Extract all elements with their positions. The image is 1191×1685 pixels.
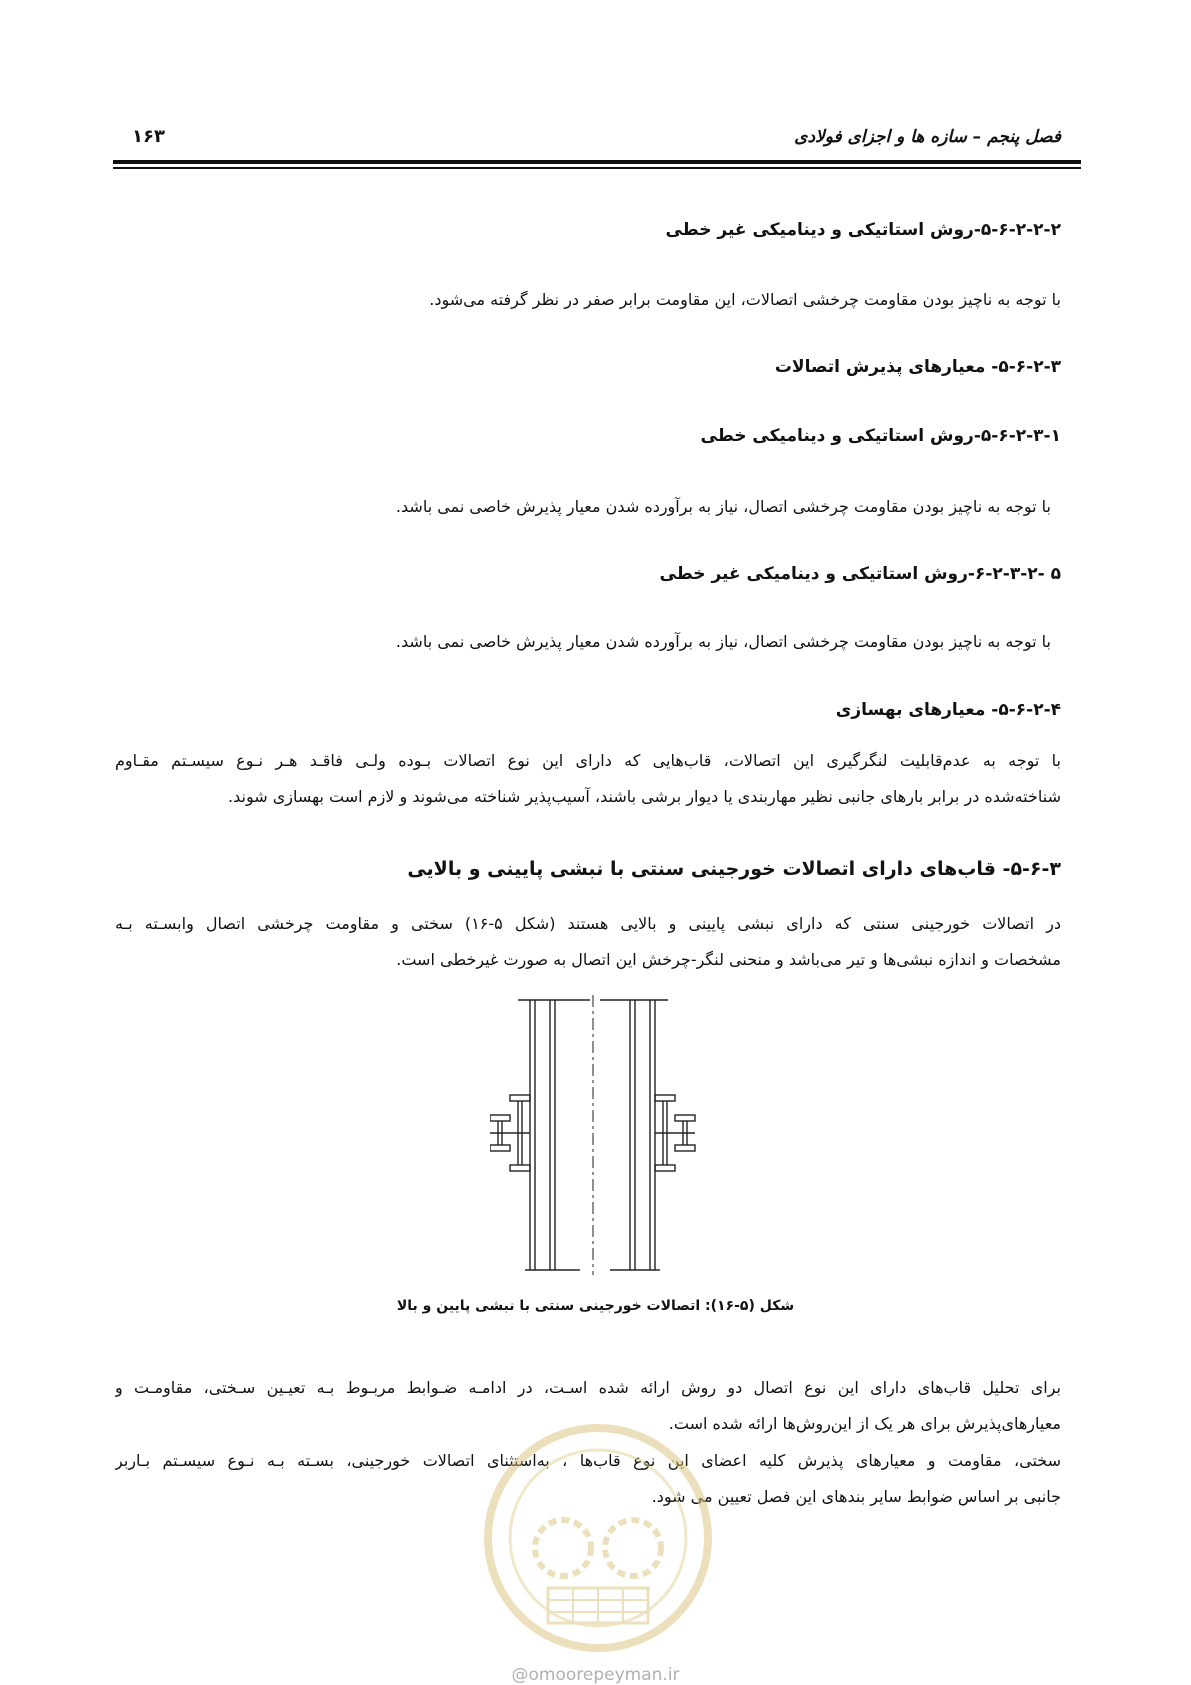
paragraph-line: مشخصات و اندازه نبشی‌ها و تیر می‌باشد و منحنی لنگر-چرخش این اتصال به صورت غیرخطی است. <box>396 950 1061 969</box>
section-heading-retrofit: ۵-۶-۲-۴- معیارهای بهسازی <box>835 700 1061 720</box>
chapter-title: فصل پنجم – سازه ها و اجزای فولادی <box>794 127 1061 147</box>
header-rule-thin <box>113 167 1081 169</box>
section-heading-nonlinear-2: ۵ -۶-۲-۳-۲-روش استاتیکی و دینامیکی غیر خطی <box>659 564 1061 584</box>
section-heading-nonlinear-1: ۵-۶-۲-۲-۲-روش استاتیکی و دینامیکی غیر خطی <box>665 220 1061 240</box>
section-text-linear: با توجه به ناچیز بودن مقاومت چرخشی اتصال، نیاز به برآورده شدن معیار پذیرش خاصی نمی باشد. <box>395 497 1051 516</box>
page-number: ۱۶۳ <box>132 126 165 147</box>
paragraph-line: برای تحلیل قاب‌های دارای این نوع اتصال دو روش ارائه شده اسـت، در ادامـه ضـوابط مربـوط بـه تعیـین سـختی، مقاومـت و <box>115 1378 1061 1397</box>
watermark-site: @omoorepeyman.ir <box>511 1665 680 1685</box>
figure-caption: شکل (۵-۱۶): اتصالات خورجینی سنتی با نبشی پایین و بالا <box>396 1298 795 1314</box>
section-heading-khorjini: ۵-۶-۳- قاب‌های دارای اتصالات خورجینی سنتی با نبشی پایینی و بالایی <box>407 858 1061 880</box>
section-text-1: با توجه به ناچیز بودن مقاومت چرخشی اتصالات، این مقاومت برابر صفر در نظر گرفته می‌شود. <box>429 290 1061 309</box>
paragraph-line: شناخته‌شده در برابر بارهای جانبی نظیر مهاربندی یا دیوار برشی باشند، آسیب‌پذیر شناخته می‌شوند و لازم است بهسازی شوند. <box>228 787 1061 806</box>
paragraph-line: معیارهای‌پذیرش برای هر یک از این‌روش‌ها ارائه شده است. <box>668 1414 1061 1433</box>
section-paragraph-khorjini <box>115 906 1061 978</box>
khorjini-connection-figure <box>490 995 700 1275</box>
paragraph-line: سختی، مقاومت و معیارهای پذیرش کلیه اعضای این نوع قاب‌ها ، به‌استثنای اتصالات خورجینی، بسـته بـه نـوع سیسـتم بـاربر <box>115 1451 1061 1470</box>
section-text-nonlinear-2: با توجه به ناچیز بودن مقاومت چرخشی اتصال، نیاز به برآورده شدن معیار پذیرش خاصی نمی باشد. <box>395 632 1051 651</box>
section-paragraph-retrofit <box>115 743 1061 815</box>
paragraph-line: در اتصالات خورجینی سنتی که دارای نبشی پایینی و بالایی هستند (شکل ۵-۱۶) سختی و مقاومت چرخشی اتصال وابسـته بـه <box>115 914 1061 933</box>
section-heading-acceptance: ۵-۶-۲-۳- معیارهای پذیرش اتصالات <box>774 357 1061 377</box>
paragraph-line: با توجه به عدم‌قابلیت لنگرگیری این اتصالات، قاب‌هایی که دارای این نوع اتصالات بـوده ولـی فاقـد هـر نـوع سیسـتم مقـاوم <box>115 751 1061 770</box>
watermark-seal <box>478 1418 718 1658</box>
header-rule-thick <box>113 160 1081 164</box>
paragraph-line: جانبی بر اساس ضوابط سایر بندهای این فصل تعیین می شود. <box>651 1487 1061 1506</box>
section-heading-linear: ۵-۶-۲-۳-۱-روش استاتیکی و دینامیکی خطی <box>700 426 1061 446</box>
